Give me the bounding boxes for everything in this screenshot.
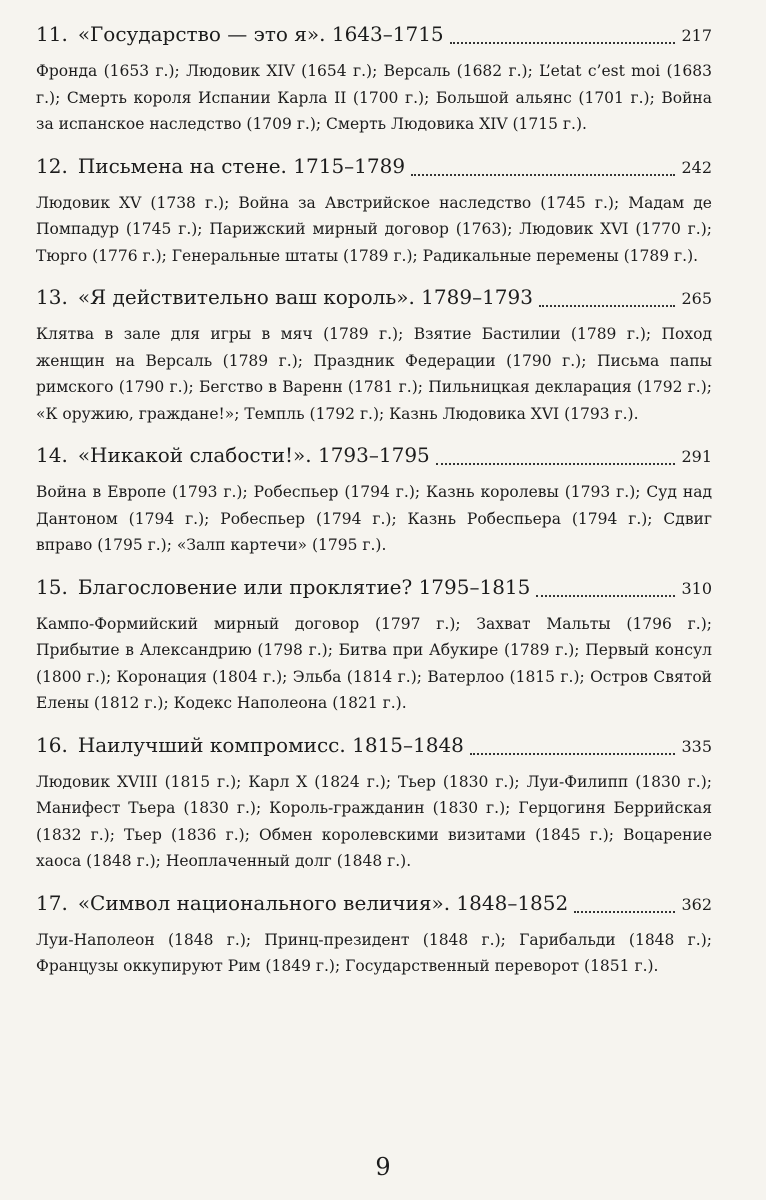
dot-leader: [539, 305, 675, 307]
dot-leader: [436, 463, 676, 465]
chapter-contents: Луи-Наполеон (1848 г.); Принц-президент (1848 г.); Гарибальди (1848 г.); Французы оккупируют Рим (1849 г.); Государственный переворот (1851 г.).: [36, 930, 712, 975]
chapter-page-number: 310: [681, 578, 712, 598]
chapter-title: [36, 20, 712, 50]
chapter-contents: Клятва в зале для игры в мяч (1789 г.); Взятие Бастилии (1789 г.); Поход женщин на Версаль (1789 г.); Праздник Федерации (1790 г.); Письма папы римского (1790 г.); Бегство в Варенн (1781 г.); Пильницкая декларация (1792 г.); «К оружию, граждане!»; Темпль (1792 г.); Казнь Людовика XVI (1793 г.).: [36, 325, 712, 423]
chapter-number: 11.: [36, 22, 68, 46]
chapter-page-number: 242: [681, 157, 712, 177]
chapter-contents: Фронда (1653 г.); Людовик XIV (1654 г.); Версаль (1682 г.); L’etat c’est moi (1683 г.); Смерть короля Испании Карла II (1700 г.); Большой альянс (1701 г.); Война за испанское наследство (1709 г.); Смерть Людовика XIV (1715 г.).: [36, 62, 712, 133]
page-number: 9: [375, 1153, 391, 1181]
chapter-number: 16.: [36, 732, 68, 757]
chapter-heading: Письмена на стене. 1715–1789: [77, 153, 406, 178]
chapter-page-number: 335: [681, 736, 712, 756]
chapter-contents: Кампо-Формийский мирный договор (1797 г.); Захват Мальты (1796 г.); Прибытие в Александрию (1798 г.); Битва при Абукире (1789 г.); Первый консул (1800 г.); Коронация (1804 г.); Эльба (1814 г.); Ватерлоо (1815 г.); Остров Святой Елены (1812 г.); Кодекс Наполеона (1821 г.).: [36, 614, 712, 712]
chapter-title: [36, 731, 712, 761]
chapter-number: 15.: [36, 574, 68, 599]
chapter-heading: «Символ национального величия». 1848–1852: [77, 890, 569, 915]
chapter-title: [36, 889, 712, 919]
chapter-17: [36, 889, 712, 980]
chapter-page-number: 265: [681, 289, 712, 308]
chapter-11: [36, 20, 712, 138]
chapter-page-number: 291: [681, 447, 712, 466]
dot-leader: [450, 42, 676, 44]
chapter-title: [36, 283, 712, 313]
chapter-16: [36, 731, 712, 875]
dot-leader: [574, 911, 675, 913]
dot-leader: [411, 174, 675, 176]
chapter-page-number: 217: [681, 26, 712, 45]
chapter-title: [36, 573, 712, 603]
chapter-heading: Наилучший компромисс. 1815–1848: [77, 732, 464, 757]
chapter-12: [36, 152, 712, 270]
chapter-contents: Людовик XVIII (1815 г.); Карл X (1824 г.); Тьер (1830 г.); Луи-Филипп (1830 г.); Манифест Тьера (1830 г.); Король-гражданин (1830 г.); Герцогиня Беррийская (1832 г.); Тьер (1836 г.); Обмен королевскими визитами (1845 г.); Воцарение хаоса (1848 г.); Неоплаченный долг (1848 г.).: [36, 772, 712, 870]
chapter-heading: «Никакой слабости!». 1793–1795: [77, 443, 430, 467]
chapter-contents: Война в Европе (1793 г.); Робеспьер (1794 г.); Казнь королевы (1793 г.); Суд над Дантоном (1794 г.); Робеспьер (1794 г.); Казнь Робеспьера (1794 г.); Сдвиг вправо (1795 г.); «Залп картечи» (1795 г.).: [36, 483, 712, 554]
dot-leader: [470, 753, 676, 755]
chapter-13: [36, 283, 712, 427]
chapter-title: [36, 152, 712, 182]
chapter-number: 12.: [36, 153, 68, 178]
chapter-number: 17.: [36, 890, 68, 915]
chapter-page-number: 362: [681, 894, 712, 914]
chapter-15: [36, 573, 712, 717]
chapter-heading: «Я действительно ваш король». 1789–1793: [77, 285, 533, 309]
chapter-title: [36, 441, 712, 471]
chapter-contents: Людовик XV (1738 г.); Война за Австрийское наследство (1745 г.); Мадам де Помпадур (1745 г.); Парижский мирный договор (1763); Людовик XVI (1770 г.); Тюрго (1776 г.); Генеральные штаты (1789 г.); Радикальные перемены (1789 г.).: [36, 193, 712, 265]
chapter-heading: «Государство — это я». 1643–1715: [77, 22, 444, 46]
chapter-14: [36, 441, 712, 559]
chapter-number: 14.: [36, 443, 68, 467]
table-of-contents: [36, 20, 712, 980]
dot-leader: [536, 595, 675, 597]
chapter-heading: Благословение или проклятие? 1795–1815: [77, 574, 531, 599]
chapter-number: 13.: [36, 285, 68, 309]
